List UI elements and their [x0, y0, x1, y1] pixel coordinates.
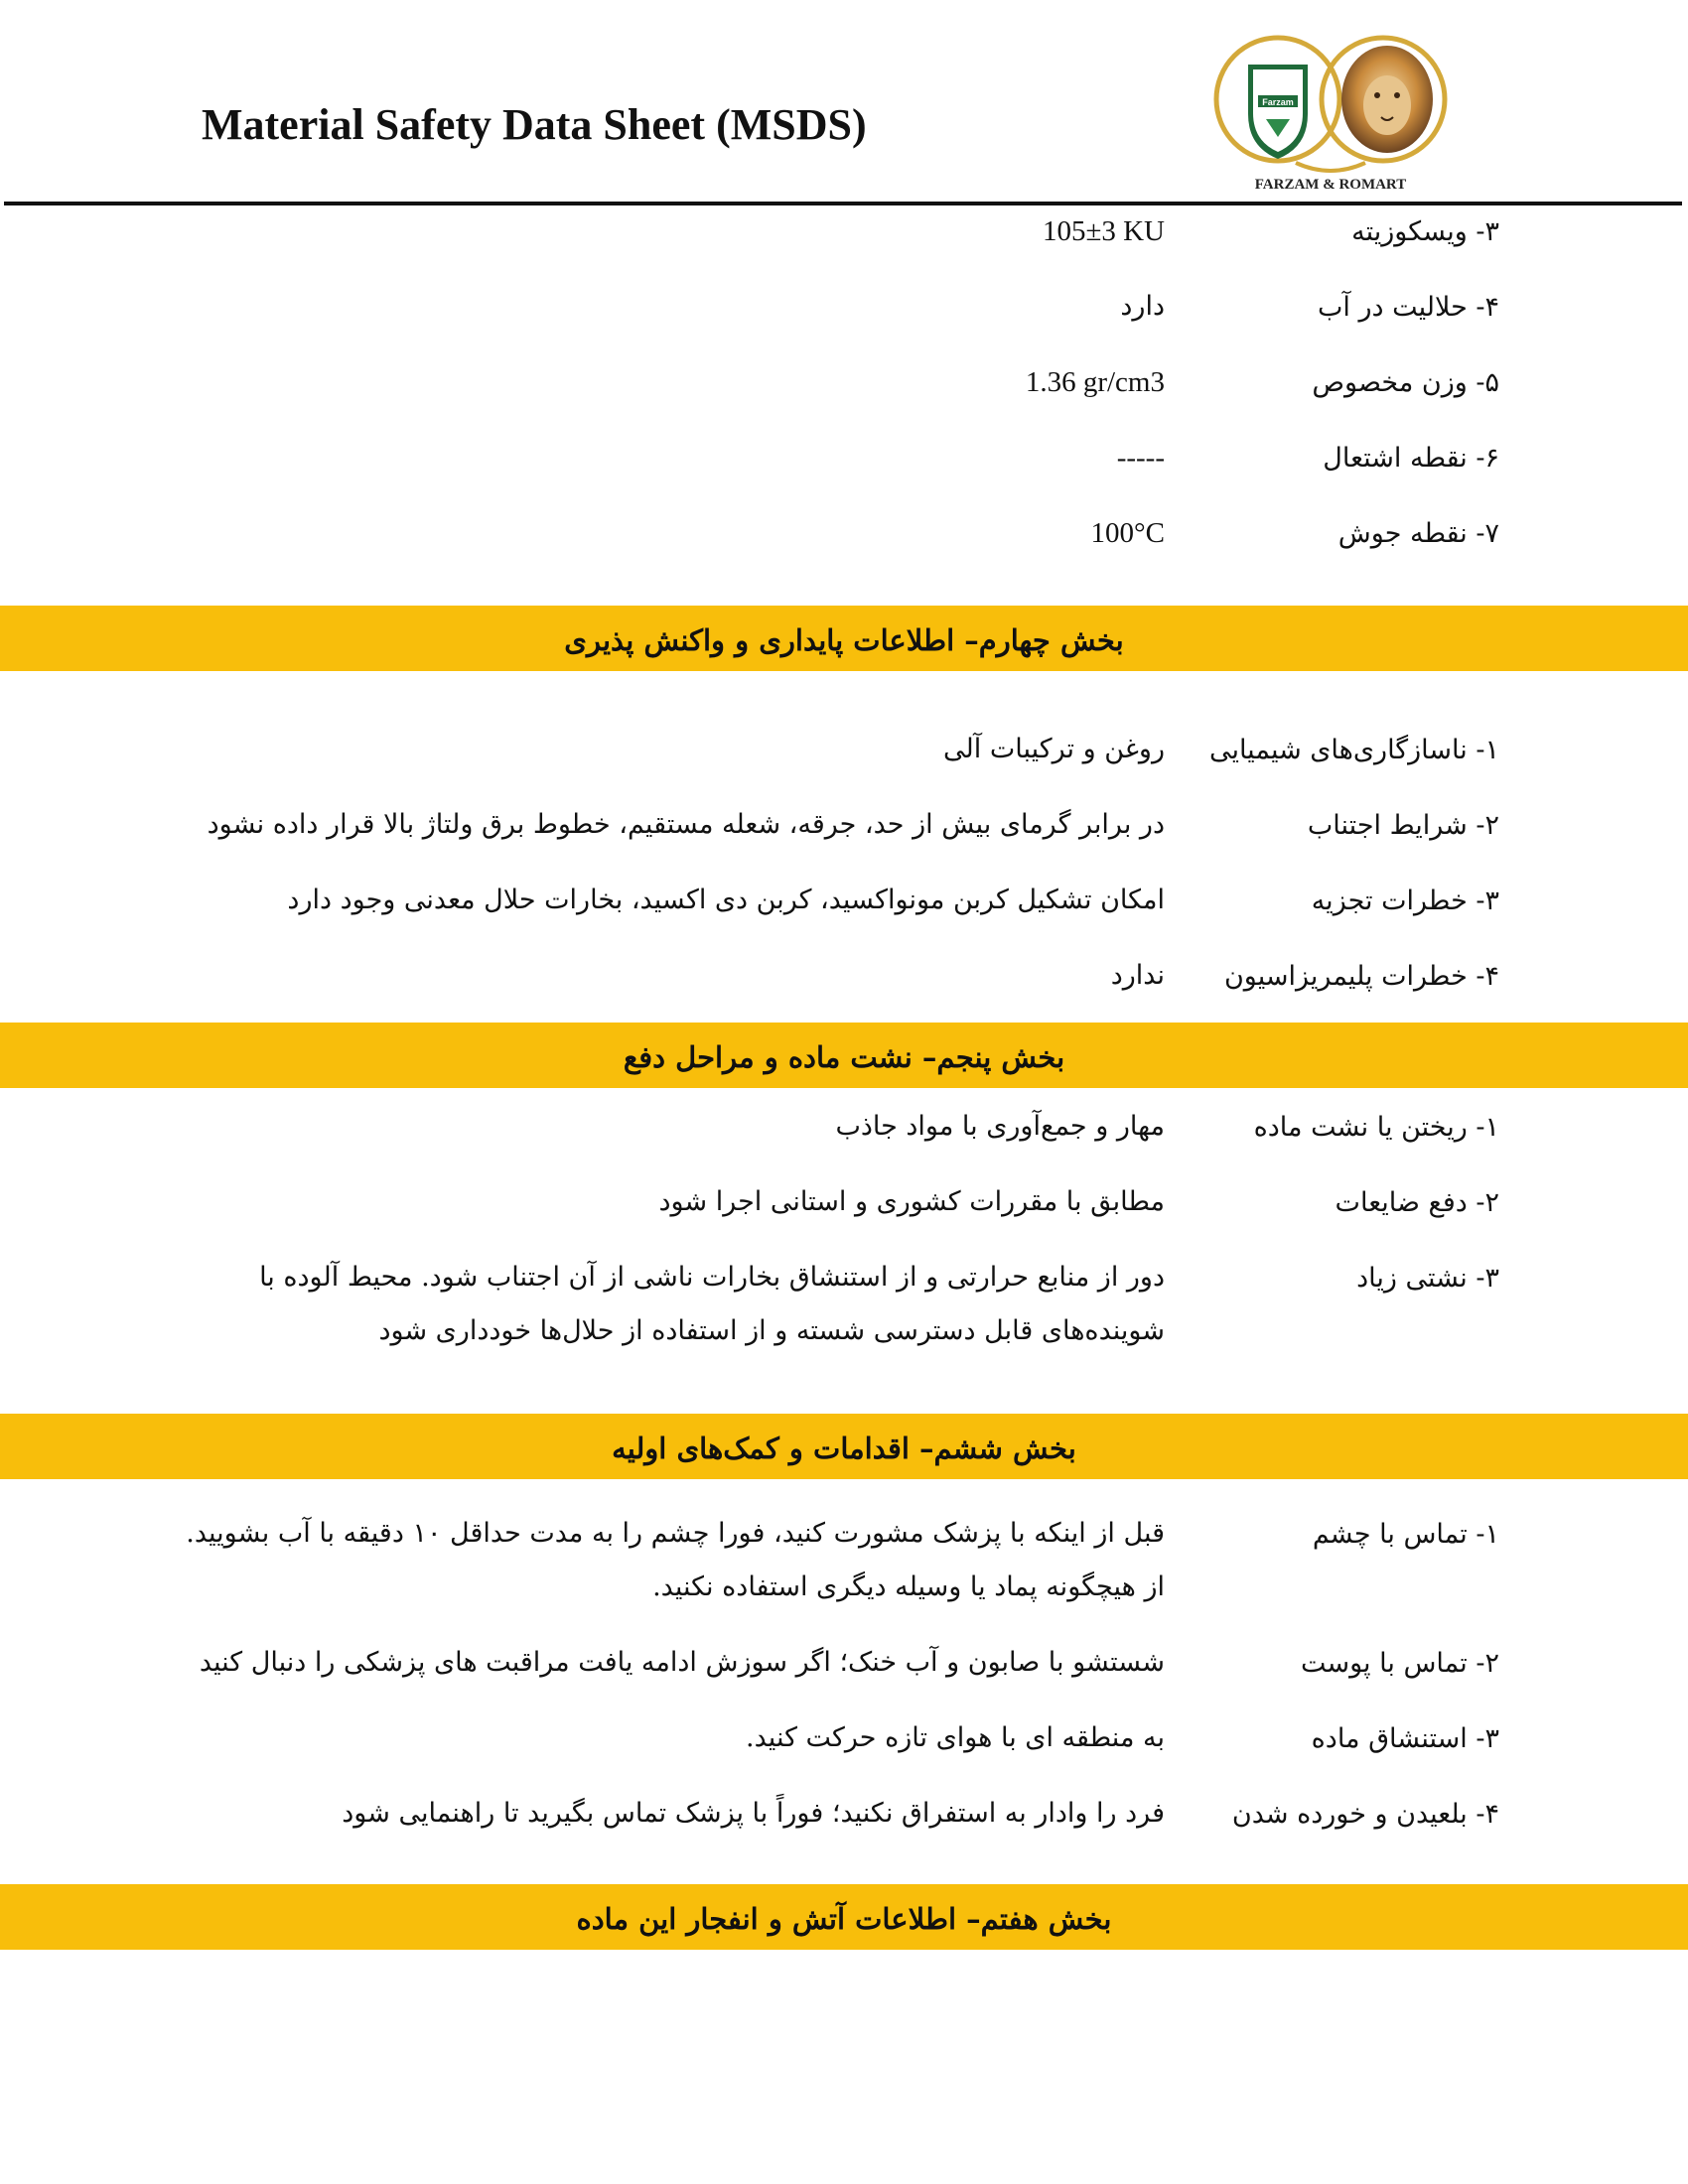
sec5-row-value: دور از منابع حرارتی و از استنشاق بخارات ناشی از آن اجتناب شود. محیط آلوده با شوینده‌های قابل دسترسی شسته و از استفاده از حلال‌ها خودداری شود	[259, 1262, 1165, 1346]
page-title: Material Safety Data Sheet (MSDS)	[202, 100, 867, 149]
sec6-row-label: ۲- تماس با پوست	[1300, 1648, 1499, 1679]
sec4-row-label: ۳- خطرات تجزیه	[1311, 886, 1499, 916]
sec4-row-value: ندارد	[1110, 960, 1165, 991]
sec6-row-value: قبل از اینکه با پزشک مشورت کنید، فورا چشم را به مدت حداقل ۱۰ دقیقه با آب بشویید. از هیچگونه پماد یا وسیله دیگری استفاده نکنید.	[186, 1518, 1165, 1602]
sec3-row-label: ۳- ویسکوزیته	[1351, 216, 1499, 247]
sec3-row-label: ۵- وزن مخصوص	[1312, 367, 1499, 398]
sec5-row-value: مطابق با مقررات کشوری و استانی اجرا شود	[658, 1186, 1165, 1217]
sec4-row-value: روغن و ترکیبات آلی	[943, 734, 1165, 764]
sec6-row-value: شستشو با صابون و آب خنک؛ اگر سوزش ادامه یافت مراقبت های پزشکی را دنبال کنید	[199, 1647, 1165, 1678]
sec3-row-value: 105±3 KU	[1042, 215, 1165, 247]
sec3-row-label: ۶- نقطه اشتعال	[1323, 443, 1499, 474]
section-7-title: بخش هفتم– اطلاعات آتش و انفجار این ماده	[576, 1902, 1112, 1936]
sec6-row-value: به منطقه ای با هوای تازه حرکت کنید.	[746, 1722, 1165, 1753]
sec5-row-label: ۲- دفع ضایعات	[1335, 1187, 1499, 1218]
section-5-title: بخش پنجم– نشت ماده و مراحل دفع	[623, 1040, 1065, 1074]
logo-caption: FARZAM & ROMART	[1254, 177, 1407, 193]
sec5-row-label: ۱- ریختن یا نشت ماده	[1253, 1112, 1499, 1143]
sec3-row-value: دارد	[1120, 291, 1165, 322]
sec4-row-value: امکان تشکیل کربن مونواکسید، کربن دی اکسید، بخارات حلال معدنی وجود دارد	[287, 885, 1165, 915]
sec4-row-label: ۴- خطرات پلیمریزاسیون	[1223, 961, 1499, 992]
logo-emblem-icon	[1206, 20, 1455, 199]
sec6-row-value: فرد را وادار به استفراق نکنید؛ فوراً با پزشک تماس بگیرید تا راهنمایی شود	[342, 1798, 1165, 1829]
sec3-row-label: ۷- نقطه جوش	[1337, 518, 1499, 549]
section-6-title: بخش ششم– اقدامات و کمک‌های اولیه	[612, 1432, 1076, 1465]
sec4-row-label: ۱- ناسازگاری‌های شیمیایی	[1208, 735, 1499, 765]
sec3-row-value: 100°C	[1090, 517, 1165, 549]
section-4-title: بخش چهارم– اطلاعات پایداری و واکنش پذیری	[564, 623, 1124, 657]
sec5-row-label: ۳- نشتی زیاد	[1356, 1263, 1499, 1294]
sec3-row-value: 1.36 gr/cm3	[1025, 366, 1165, 398]
sec3-row-label: ۴- حلالیت در آب	[1317, 292, 1499, 323]
svg-text:Farzam: Farzam	[1262, 97, 1294, 107]
sec3-row-value: -----	[1116, 442, 1165, 474]
sec4-row-value: در برابر گرمای بیش از حد، جرقه، شعله مستقیم، خطوط برق ولتاژ بالا قرار داده نشود	[207, 809, 1165, 840]
sec4-row-label: ۲- شرایط اجتناب	[1307, 810, 1499, 841]
sec6-row-label: ۴- بلعیدن و خورده شدن	[1231, 1799, 1499, 1830]
sec6-row-label: ۳- استنشاق ماده	[1311, 1723, 1499, 1754]
sec6-row-label: ۱- تماس با چشم	[1312, 1519, 1499, 1550]
sec5-row-value: مهار و جمع‌آوری با مواد جاذب	[835, 1111, 1165, 1142]
company-logo	[1206, 20, 1455, 199]
